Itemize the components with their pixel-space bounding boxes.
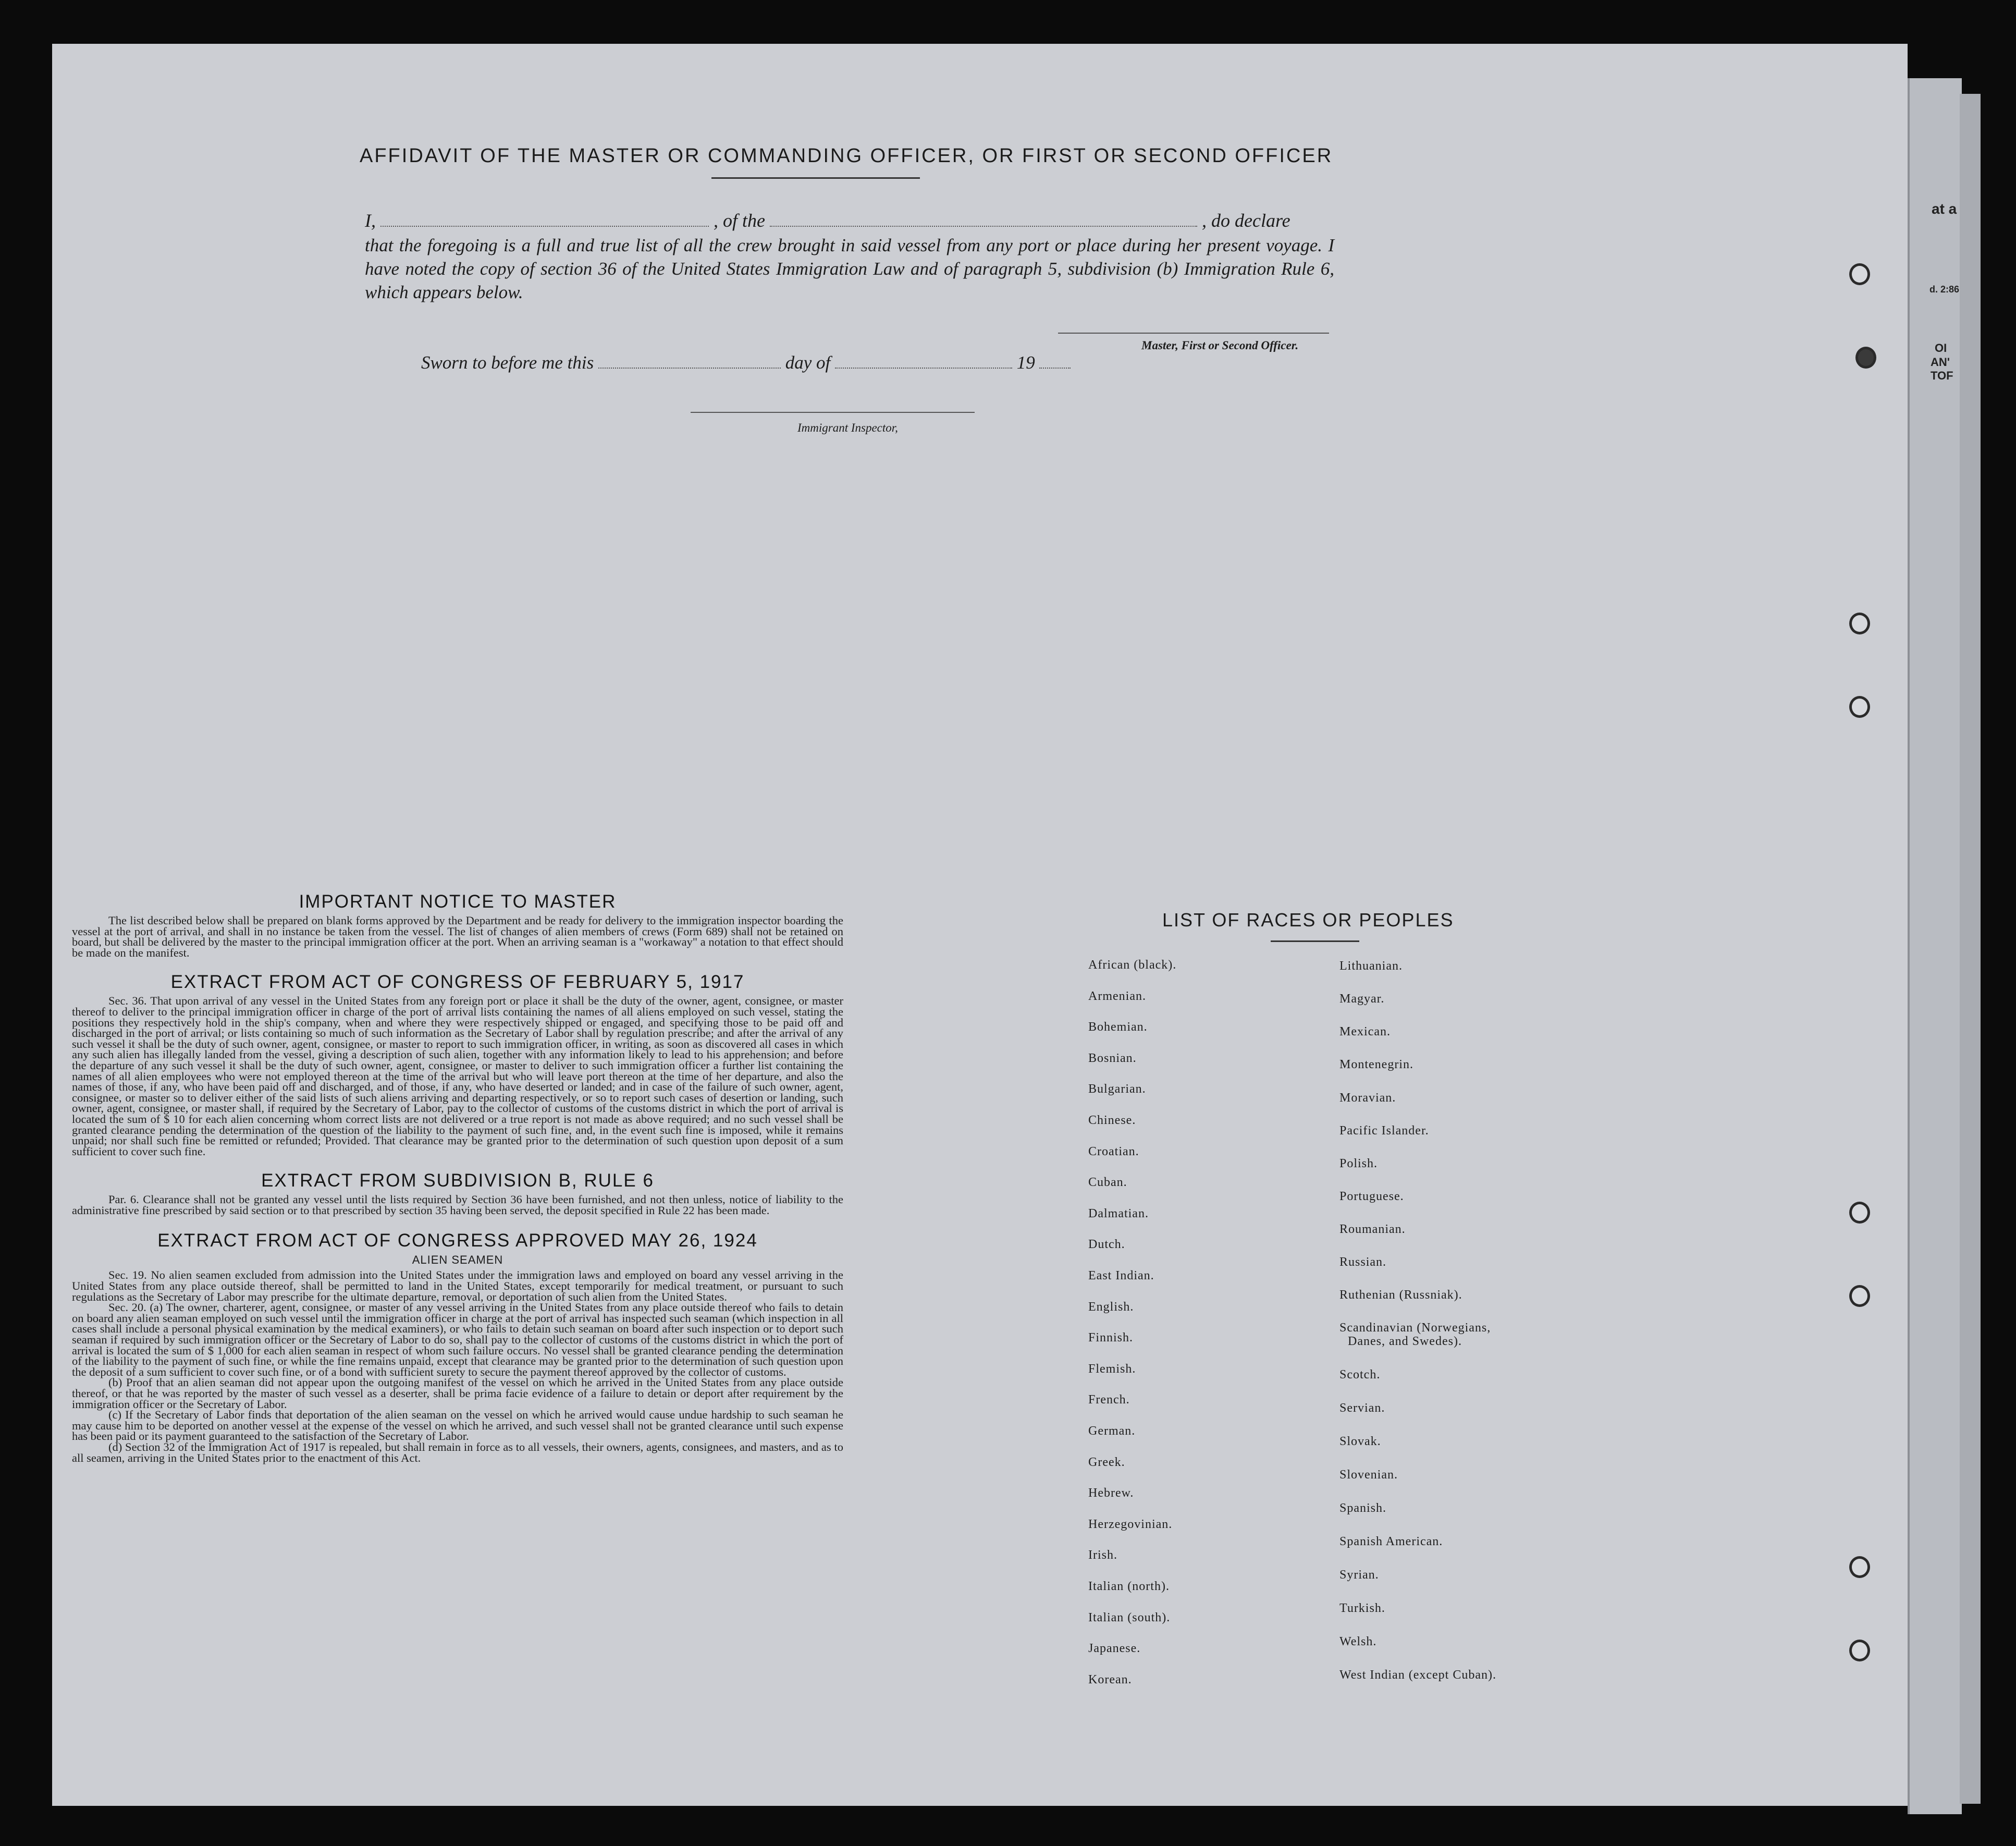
binder-hole-icon: [1849, 613, 1870, 634]
inspector-caption: Immigrant Inspector,: [797, 421, 898, 434]
race-item: French.: [1088, 1393, 1130, 1407]
edge-fragment-c1: OI: [1935, 341, 1947, 354]
affidavit-declaration-line: [365, 210, 1290, 231]
race-item: Syrian.: [1339, 1568, 1379, 1582]
binder-hole-icon: [1849, 1556, 1870, 1578]
race-item: Japanese.: [1088, 1642, 1141, 1656]
race-item: Portuguese.: [1339, 1190, 1404, 1203]
race-item: Finnish.: [1088, 1331, 1134, 1345]
sworn-month-field[interactable]: [835, 354, 1012, 369]
race-item: Magyar.: [1339, 992, 1385, 1006]
race-item: East Indian.: [1088, 1269, 1154, 1282]
race-item: Russian.: [1339, 1255, 1387, 1269]
extract-1917-body: Sec. 36. That upon arrival of any vessel in the United States from any foreign port or place it shall be the duty of the owner, agent, consignee, or master thereof to deliver to the principal immigration officer in charge of the port of arrival lists containing the names of all aliens employed on such vessel, stating the positions they respectively hold in the ship's company, when and where they were respectively shipped or engaged, and specifying those to be paid off and discharged in the port of arrival; or lists containing so much of such information as the Secretary of Labor shall by regulation prescribe; and after the arrival of any such vessel it shall be the duty of such owner, agent, consignee, or master to report to such immigration officer, in writing, as soon as discovered all cases in which any such alien has illegally landed from the vessel, giving a description of such alien, together with any information likely to lead to his apprehension; and before the departure of any such vessel it shall be the duty of such owner, agent, consignee, or master to deliver to such immigration officer a further list containing the names of all alien employees who were not employed thereon at the time of the arrival but who will leave port thereon at the time of her departure, and also the names of those, if any, who have been paid off and discharged, and of those, if any, who have deserted or landed; and in case of the failure of such owner, agent, consignee, or master so to deliver either of the said lists of such aliens arriving and departing respectively, or so to report such cases of desertion or landing, such owner, agent, consignee, or master shall, if required by the Secretary of Labor, pay to the collector of customs of the customs district in which the port of arrival is located the sum of $ 10 for each alien concerning whom correct lists are not delivered or a true report is not made as above required; and no such vessel shall be granted clearance pending the determination of the question of the liability to the payment of such fine, and, in the event such fine is imposed, while it remains unpaid; nor shall such fine be remitted or refunded; Provided. That clearance may be granted prior to the determination of such question upon deposit of a sum sufficient to cover such fine.: [72, 994, 843, 1158]
notice-body: The list described below shall be prepared on blank forms approved by the Department and be ready for delivery to the immigration inspector boarding the vessel at the port of arrival, and shall in no instance be taken from the vessel. The list of changes of alien members of crews (Form 689) shall not be retained on board, but shall be delivered by the master to the principal immigration officer at the port. When an arriving seaman is a "workaway" a notation to that effect should be made on the manifest.: [72, 914, 843, 959]
race-item: Herzegovinian.: [1088, 1517, 1173, 1531]
races-title: LIST OF RACES OR PEOPLES: [1162, 909, 1454, 931]
edge-fragment-c2: AN': [1931, 356, 1950, 369]
extract-1924-subtitle: ALIEN SEAMEN: [412, 1253, 503, 1267]
binder-hole-icon: [1849, 263, 1870, 285]
race-item: Dalmatian.: [1088, 1206, 1149, 1220]
affidavit-body: that the foregoing is a full and true list of all the crew brought in said vessel from any port or place during her present voyage. I have noted the copy of section 36 of the United States Immigration Law and of paragraph 5, subdivision (b) Immigration Rule 6, which appears below.: [365, 235, 1334, 302]
declarant-name-field[interactable]: [380, 212, 709, 227]
rule6-body: Par. 6. Clearance shall not be granted any vessel until the lists required by Section 36 have been furnished, and not then unless, notice of liability to the administrative fine prescribed by said section or to that prescribed by section 35 having been served, the deposit specified in Rule 22 has been made.: [72, 1193, 843, 1217]
page-stack-edge: [1960, 94, 1981, 1804]
binder-hole-icon: [1855, 347, 1876, 369]
race-item: Polish.: [1339, 1157, 1378, 1170]
sworn-label: Sworn to before me this: [421, 352, 594, 373]
race-item: Slovenian.: [1339, 1468, 1398, 1482]
race-item: Chinese.: [1088, 1114, 1136, 1127]
race-item: Spanish American.: [1339, 1535, 1443, 1548]
race-item: Scotch.: [1339, 1368, 1381, 1382]
vessel-name-field[interactable]: [770, 212, 1197, 227]
master-signature-caption: Master, First or Second Officer.: [1141, 339, 1299, 352]
vessel-label: , of the: [714, 210, 765, 231]
declare-label: , do declare: [1201, 210, 1290, 231]
extract-1924-sec20a: Sec. 20. (a) The owner, charterer, agent, consignee, or master of any vessel arriving in the United States from any place outside thereof who fails to detain on board any alien seaman employed on such vessel until the immigration officer in charge at the port of arrival has inspected such seaman (which inspection in all cases shall include a personal physical examination by the medical examiners), or who fails to detain such seaman on board after such inspection or to deport such seaman if required by such immigration officer or the Secretary of Labor to do so, shall pay to the collector of customs of the customs district in which the port of arrival is located the sum of $ 1,000 for each alien seaman in respect of whom such failure occurs. No vessel shall be granted clearance pending the determination of the liability to the payment of such fine, or while the fine remains unpaid, except that clearance may be granted prior to the determination of such question upon the deposit of a sum sufficient to cover such fine, or of a bond with sufficient surety to secure the payment thereof approved by the collector of customs.: [72, 1301, 843, 1378]
affidavit-title-rule: [711, 177, 920, 179]
sworn-year-field[interactable]: [1039, 354, 1071, 369]
inspector-signature-field[interactable]: [691, 412, 975, 413]
race-item: Montenegrin.: [1339, 1058, 1413, 1071]
extract-1924-sec19: Sec. 19. No alien seamen excluded from admission into the United States under the immigration laws and employed on board any vessel arriving in the United States from any place outside thereof, shall be permitted to land in the United States, except temporarily for medical treatment, or pursuant to such regulations as the Secretary of Labor may prescribe for the ultimate departure, removal, or deportation of such alien from the United States.: [72, 1268, 843, 1303]
edge-fragment-c3: TOF: [1931, 369, 1953, 382]
day-of-label: day of: [785, 352, 831, 373]
race-item: Greek.: [1088, 1455, 1125, 1469]
race-item: Bohemian.: [1088, 1020, 1148, 1034]
extract-1924-sec20b: (b) Proof that an alien seaman did not appear upon the outgoing manifest of the vessel on which he arrived in the United States from any place outside thereof, or that he was reported by the master of such vessel as a deserter, shall be prima facie evidence of a failure to detain or deport after requirement by the immigration officer or the Secretary of Labor.: [72, 1376, 843, 1411]
edge-fragment-mid: d. 2:86: [1929, 284, 1960, 295]
binder-hole-icon: [1849, 1285, 1870, 1307]
race-item: Armenian.: [1088, 989, 1146, 1003]
race-item: Servian.: [1339, 1401, 1385, 1415]
race-item: Flemish.: [1088, 1362, 1136, 1376]
race-item: Danes, and Swedes).: [1348, 1335, 1462, 1348]
race-item: Korean.: [1088, 1672, 1132, 1686]
binder-hole-icon: [1849, 1640, 1870, 1661]
race-item: Mexican.: [1339, 1025, 1391, 1038]
legal-notices: [72, 891, 843, 1463]
race-item: Turkish.: [1339, 1602, 1385, 1615]
extract-1924-title: EXTRACT FROM ACT OF CONGRESS APPROVED MAY 26, 1924: [157, 1230, 758, 1251]
race-item: West Indian (except Cuban).: [1339, 1668, 1496, 1682]
sworn-line: [421, 352, 1071, 373]
master-signature-field[interactable]: [1058, 333, 1329, 334]
extract-1924-sec20d: (d) Section 32 of the Immigration Act of 1917 is repealed, but shall remain in force as to all vessels, their owners, agents, consignees, and masters, and as to all seamen, arriving in the United States prior to the enactment of this Act.: [72, 1440, 843, 1464]
race-item: African (black).: [1088, 958, 1177, 972]
year-label: 19: [1016, 352, 1035, 373]
race-item: Lithuanian.: [1339, 959, 1403, 973]
sworn-day-field[interactable]: [598, 354, 781, 369]
race-item: Hebrew.: [1088, 1486, 1134, 1500]
declarant-label: I,: [365, 210, 376, 231]
race-item: Bulgarian.: [1088, 1082, 1146, 1096]
extract-1917-title: EXTRACT FROM ACT OF CONGRESS OF FEBRUARY 5, 1917: [170, 972, 745, 993]
next-page-edge: [1908, 78, 1962, 1814]
race-item: Moravian.: [1339, 1091, 1396, 1105]
race-item: Bosnian.: [1088, 1051, 1137, 1065]
affidavit-title: AFFIDAVIT OF THE MASTER OR COMMANDING OFFICER, OR FIRST OR SECOND OFFICER: [360, 145, 1333, 167]
race-item: German.: [1088, 1424, 1136, 1438]
race-item: Scandinavian (Norwegians,: [1339, 1321, 1491, 1335]
binder-hole-icon: [1849, 696, 1870, 718]
extract-1924-sec20c: (c) If the Secretary of Labor finds that deportation of the alien seaman on the vessel on which he arrived would cause undue hardship to such seaman he may cause him to be deported on another vessel at the expense of the vessel on which he arrived, and such vessel shall not be granted clearance until such expense has been paid or its payment guaranteed to the satisfaction of the Secretary of Labor.: [72, 1408, 843, 1443]
race-item: Pacific Islander.: [1339, 1124, 1429, 1138]
race-item: Irish.: [1088, 1548, 1117, 1562]
race-item: English.: [1088, 1300, 1134, 1314]
races-title-rule: [1271, 940, 1359, 942]
race-item: Slovak.: [1339, 1435, 1381, 1448]
race-item: Roumanian.: [1339, 1222, 1406, 1236]
edge-fragment-top: at a: [1932, 201, 1957, 217]
race-item: Italian (south).: [1088, 1610, 1171, 1624]
race-item: Welsh.: [1339, 1635, 1377, 1648]
rule6-title: EXTRACT FROM SUBDIVISION B, RULE 6: [261, 1170, 654, 1191]
notice-title: IMPORTANT NOTICE TO MASTER: [299, 891, 617, 912]
race-item: Ruthenian (Russniak).: [1339, 1288, 1462, 1302]
race-item: Cuban.: [1088, 1176, 1127, 1190]
race-item: Italian (north).: [1088, 1580, 1170, 1593]
race-item: Croatian.: [1088, 1144, 1139, 1158]
race-item: Dutch.: [1088, 1238, 1125, 1252]
race-item: Spanish.: [1339, 1501, 1387, 1515]
binder-hole-icon: [1849, 1202, 1870, 1224]
